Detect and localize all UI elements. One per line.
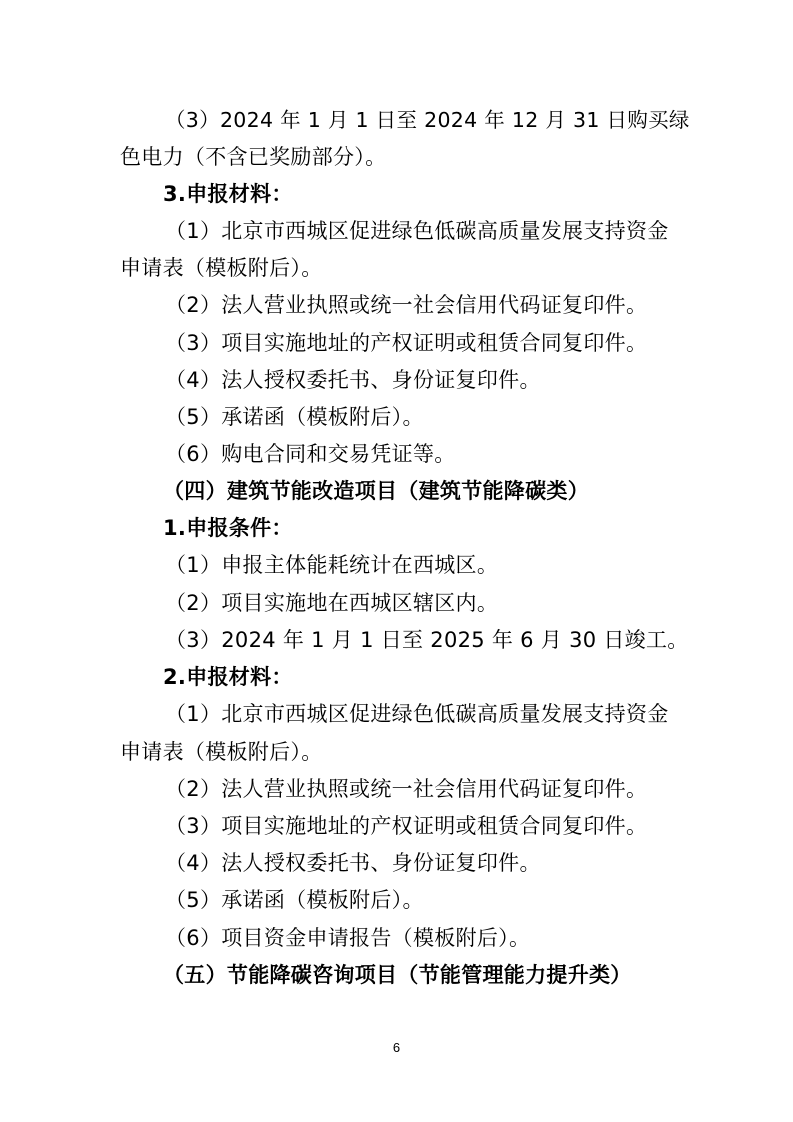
text-line: （1）北京市西城区促进绿色低碳高质量发展支持资金 <box>165 219 669 243</box>
text-line: （1）北京市西城区促进绿色低碳高质量发展支持资金 <box>165 702 669 726</box>
section-heading: 3.申报材料： <box>163 182 293 206</box>
text-line: （3）2024 年 1 月 1 日至 2024 年 12 月 31 日购买绿 <box>165 108 690 132</box>
text-line: （2）项目实施地在西城区辖区内。 <box>165 591 499 615</box>
text-line: （5）承诺函（模板附后）。 <box>165 405 424 429</box>
text-line: （5）承诺函（模板附后）。 <box>165 888 424 912</box>
section-heading: （五）节能降碳咨询项目（节能管理能力提升类） <box>163 963 632 987</box>
section-heading: （四）建筑节能改造项目（建筑节能降碳类） <box>163 479 589 503</box>
text-line: 申请表（模板附后）。 <box>120 740 323 764</box>
text-line: （2）法人营业执照或统一社会信用代码证复印件。 <box>165 777 648 801</box>
text-line: （3）项目实施地址的产权证明或租赁合同复印件。 <box>165 331 648 355</box>
text-line: （2）法人营业执照或统一社会信用代码证复印件。 <box>165 293 648 317</box>
text-line: （4）法人授权委托书、身份证复印件。 <box>165 368 541 392</box>
section-heading: 1.申报条件： <box>163 516 293 540</box>
text-line: （6）项目资金申请报告（模板附后）。 <box>165 926 531 950</box>
text-line: 色电力（不含已奖励部分）。 <box>120 145 387 169</box>
text-line: （6）购电合同和交易凭证等。 <box>165 442 456 466</box>
section-heading: 2.申报材料： <box>163 665 293 689</box>
text-line: （4）法人授权委托书、身份证复印件。 <box>165 851 541 875</box>
text-line: （3）项目实施地址的产权证明或租赁合同复印件。 <box>165 814 648 838</box>
text-line: （3）2024 年 1 月 1 日至 2025 年 6 月 30 日竣工。 <box>165 628 689 652</box>
text-line: 申请表（模板附后）。 <box>120 256 323 280</box>
page-number: 6 <box>392 1040 401 1055</box>
text-line: （1）申报主体能耗统计在西城区。 <box>165 553 499 577</box>
